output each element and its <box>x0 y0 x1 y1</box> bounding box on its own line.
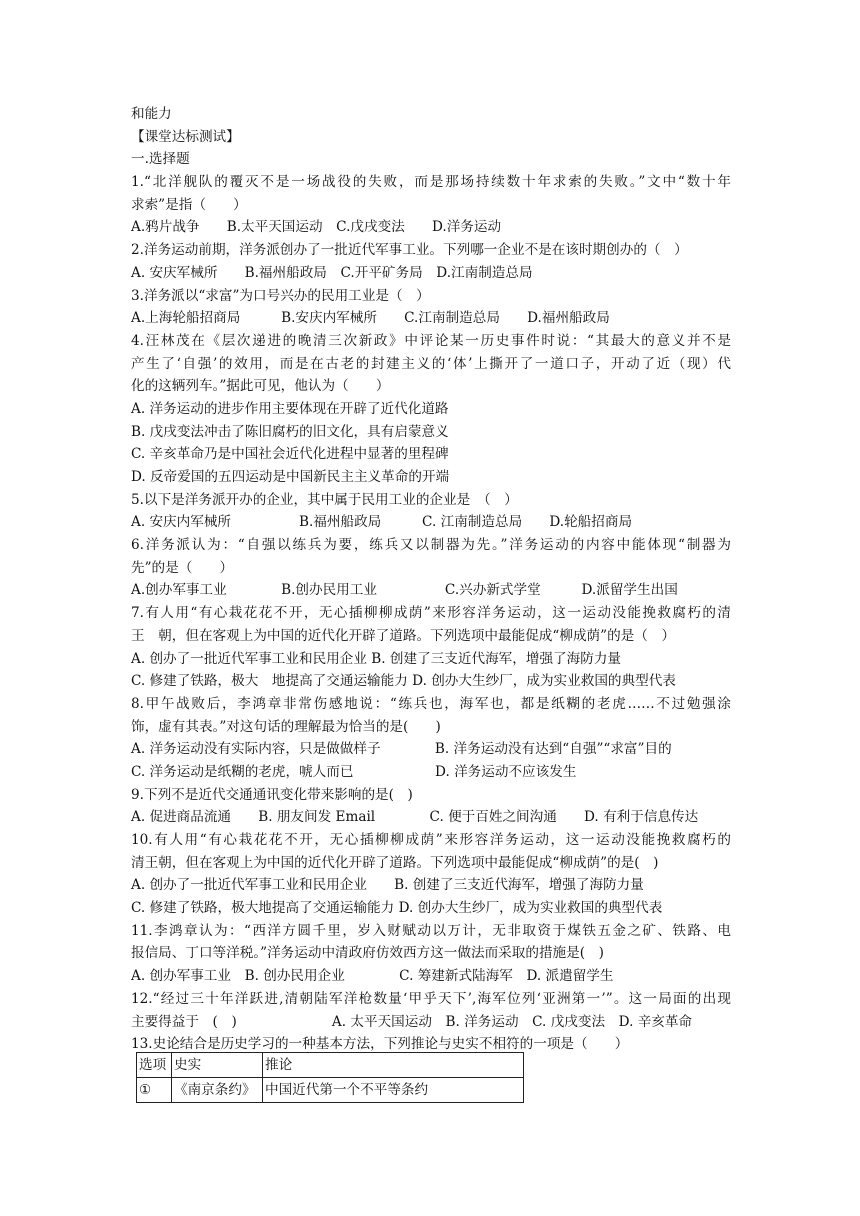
question-4-option-d: D. 反帝爱国的五四运动是中国新民主主义革命的开端 <box>131 469 450 485</box>
question-2-options: A. 安庆军械所 B.福州船政局 C.开平矿务局 D.江南制造总局 <box>131 264 533 281</box>
question-2-stem: 2.洋务运动前期，洋务派创办了一批近代军事工业。下列哪一企业不是在该时期创办的（ ） <box>131 242 688 259</box>
question-3-stem: 3.洋务派以“求富”为口号兴办的民用工业是（ ） <box>131 287 430 304</box>
table-header-cell: 史实 <box>172 1053 263 1078</box>
question-4-stem: 4.汪林茂在《层次递进的晚清三次新政》中评论某一历史事件时说：“其最大的意义并不是 <box>131 332 731 349</box>
question-11-stem: 11.李鸿章认为：“西洋方圆千里，岁入财赋动以万计，无非取资于煤铁五金之矿、铁路、电 <box>131 922 731 939</box>
table-cell: ① <box>137 1078 172 1103</box>
question-10-options: C. 修建了铁路，极大地提高了交通运输能力 D. 创办大生纱厂，成为实业救国的典型代表 <box>131 900 663 917</box>
question-8-options: C. 洋务运动是纸糊的老虎，唬人而已 D. 洋务运动不应该发生 <box>131 763 577 780</box>
question-6-stem: 先”的是（ ） <box>131 559 234 576</box>
question-10-stem: 10.有人用“有心栽花花不开，无心插柳柳成荫”来形容洋务运动，这一运动没能挽救腐朽的 <box>131 832 731 848</box>
table-header-row <box>137 1053 524 1078</box>
question-6-stem: 6.洋务派认为：“自强以练兵为要，练兵又以制器为先。”洋务运动的内容中能体现“制器为 <box>131 537 731 554</box>
question-10-options: A. 创办了一批近代军事工业和民用企业 B. 创建了三支近代海军，增强了海防力量 <box>131 877 644 894</box>
question-7-options: C. 修建了铁路，极大 地提高了交通运输能力 D. 创办大生纱厂，成为实业救国的典型代表 <box>131 673 676 690</box>
question-4-stem: 产生了‘自强’的效用，而是在古老的封建主义的‘体’上撕开了一道口子，开动了近（现）代 <box>131 355 731 372</box>
question-4-stem: 化的这辆列车。”据此可见，他认为（ ） <box>131 378 390 395</box>
table-header-cell: 推论 <box>263 1053 524 1078</box>
question-7-options: A. 创办了一批近代军事工业和民用企业 B. 创建了三支近代海军，增强了海防力量 <box>131 650 622 667</box>
question-9-options: A. 促进商品流通 B. 朋友间发 Email C. 便于百姓之间沟通 D. 有利于信息传达 <box>131 809 699 826</box>
text-line: 和能力 <box>131 106 172 122</box>
table-cell: 《南京条约》 <box>172 1078 263 1103</box>
question-13-stem: 13.史论结合是历史学习的一种基本方法，下列推论与史实不相符的一项是（ ） <box>131 1036 629 1053</box>
question-6-options: A.创办军事工业 B.创办民用工业 C.兴办新式学堂 D.派留学生出国 <box>131 582 678 599</box>
table-cell: 中国近代第一个不平等条约 <box>263 1078 524 1103</box>
table-row <box>137 1078 524 1103</box>
question-4-option-a: A. 洋务运动的进步作用主要体现在开辟了近代化道路 <box>131 400 449 417</box>
table-header-cell: 选项 <box>137 1053 172 1078</box>
question-1-stem: 1.“北洋舰队的覆灭不是一场战役的失败，而是那场持续数十年求索的失败。”文中“数十年 <box>131 174 731 191</box>
question-12-options: 主要得益于 ( ) A. 太平天国运动 B. 洋务运动 C. 戊戌变法 D. 辛亥革命 <box>131 1013 693 1030</box>
question-8-stem: 8.甲午战败后，李鸿章非常伤感地说：“练兵也，海军也，都是纸糊的老虎……不过勉强涂 <box>131 695 731 712</box>
section-heading: 【课堂达标测试】 <box>131 128 240 145</box>
question-8-options: A. 洋务运动没有实际内容，只是做做样子 B. 洋务运动没有达到“自强”“求富”目的 <box>131 741 672 758</box>
question-3-options: A.上海轮船招商局 B.安庆内军械所 C.江南制造总局 D.福州船政局 <box>131 310 610 327</box>
question-10-stem: 清王朝，但在客观上为中国的近代化开辟了道路。下列选项中最能促成“柳成荫”的是( ) <box>131 854 659 871</box>
question-8-stem: 饰，虚有其表。”对这句话的理解最为恰当的是( ) <box>131 718 441 735</box>
question-text <box>131 103 731 1056</box>
question-7-stem: 7.有人用“有心栽花花不开，无心插柳柳成荫”来形容洋务运动，这一运动没能挽救腐朽的清 <box>131 605 731 622</box>
question-4-option-b: B. 戊戌变法冲击了陈旧腐朽的旧文化，具有启蒙意义 <box>131 423 449 440</box>
question-9-stem: 9.下列不是近代交通通讯变化带来影响的是( ) <box>131 786 413 803</box>
question-7-stem: 王 朝，但在客观上为中国的近代化开辟了道路。下列选项中最能促成“柳成荫”的是（ ） <box>131 627 676 644</box>
question-5-options: A. 安庆内军械所 B.福州船政局 C. 江南制造总局 D.轮船招商局 <box>131 514 633 531</box>
question-11-options: A. 创办军事工业 B. 创办民用企业 C. 筹建新式陆海军 D. 派遣留学生 <box>131 968 614 985</box>
question-1-options: A.鸦片战争 B.太平天国运动 C.戊戌变法 D.洋务运动 <box>131 219 502 236</box>
question-12-stem: 12.“经过三十年洋跃进,清朝陆军洋枪数量‘甲乎天下’,海军位列‘亚洲第一’”。这一局面的出现 <box>131 990 731 1007</box>
question-4-option-c: C. 辛亥革命乃是中国社会近代化进程中显著的里程碑 <box>131 446 449 463</box>
question-1-stem: 求索”是指（ ） <box>131 196 247 213</box>
question-11-stem: 报信局、丁口等洋税。”洋务运动中清政府仿效西方这一做法而采取的措施是( ) <box>131 945 604 962</box>
subsection-heading: 一.选择题 <box>131 151 190 168</box>
question-5-stem: 5.以下是洋务派开办的企业，其中属于民用工业的企业是 （ ） <box>131 491 518 508</box>
question-13-table <box>136 1052 524 1103</box>
